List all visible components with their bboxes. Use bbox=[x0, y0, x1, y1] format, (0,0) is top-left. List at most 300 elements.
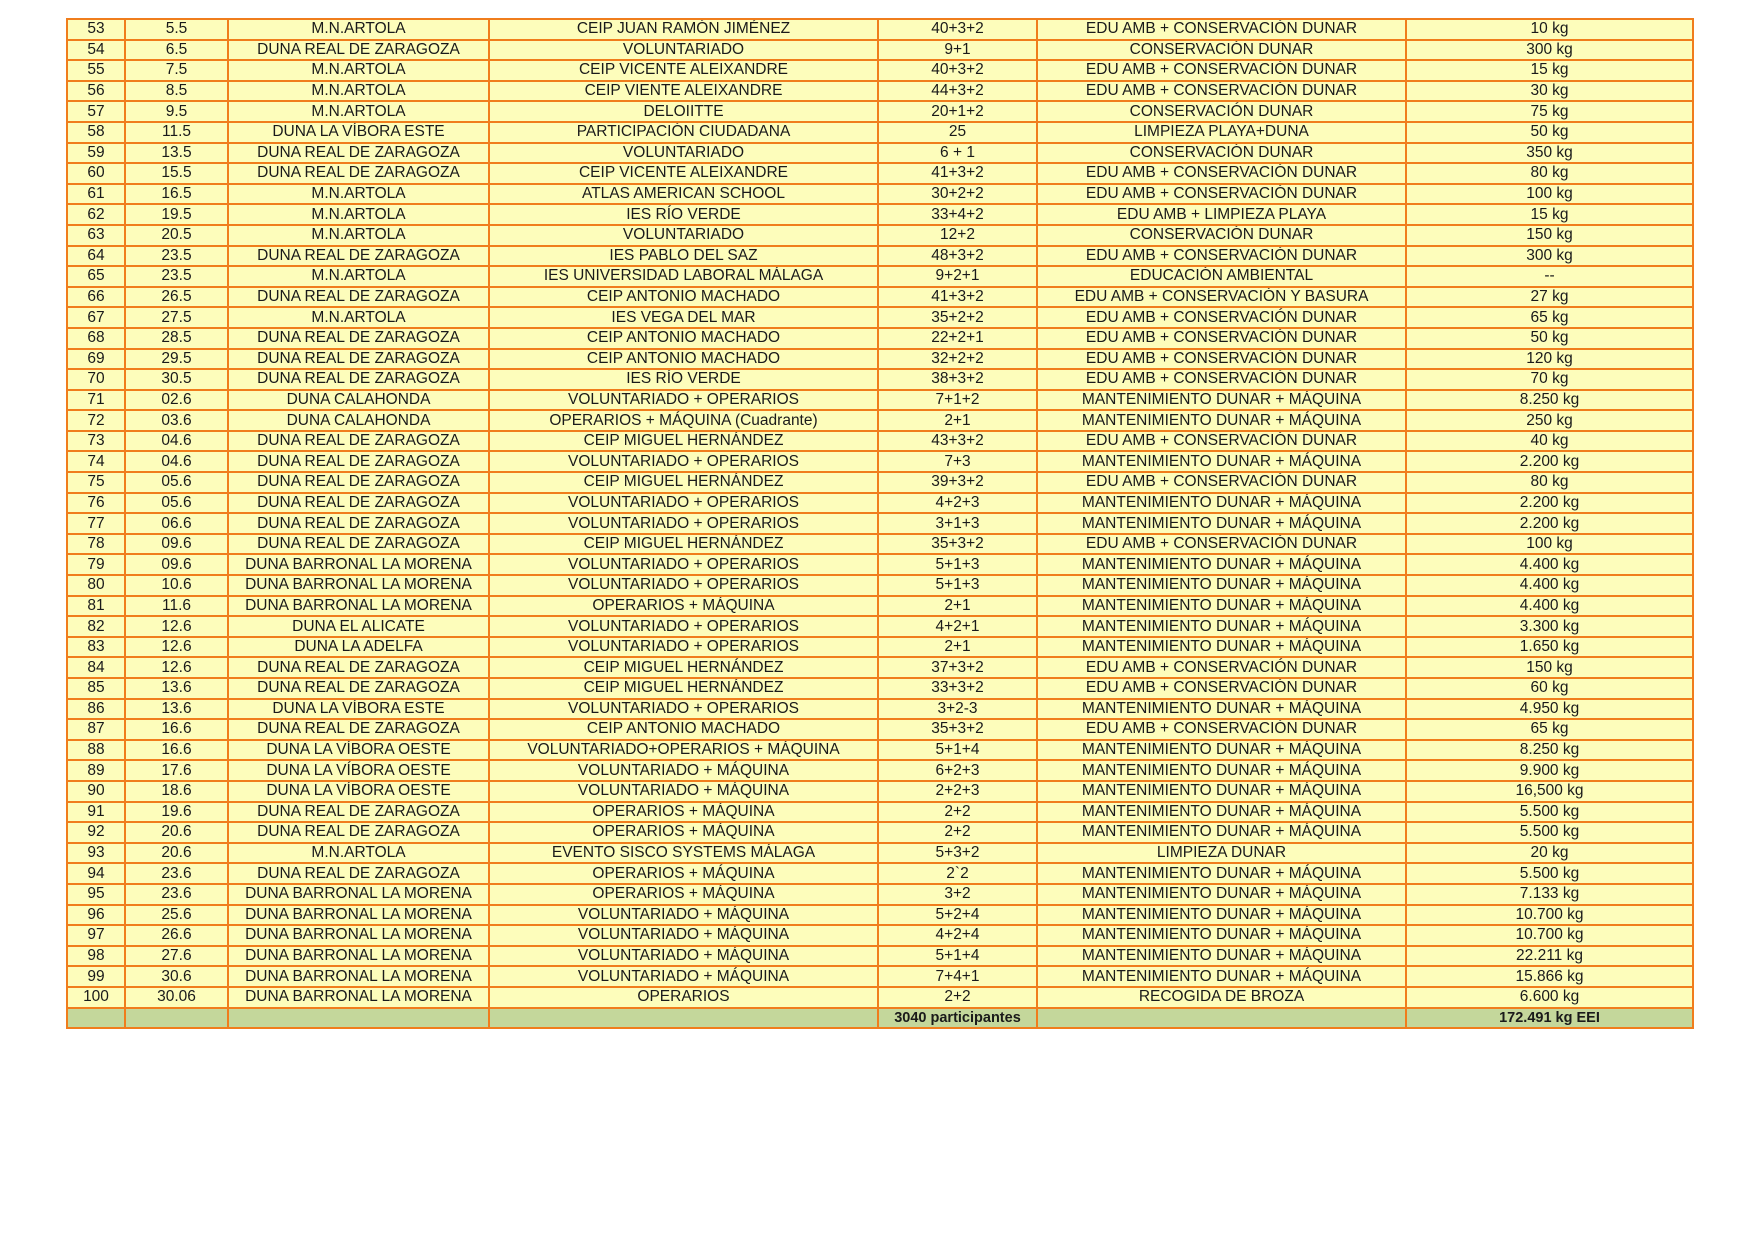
row-number-cell: 57 bbox=[67, 101, 125, 122]
date-cell: 16.5 bbox=[125, 184, 228, 205]
table-row bbox=[67, 184, 1693, 205]
row-number-cell: 54 bbox=[67, 40, 125, 61]
location-cell: DUNA EL ALICATE bbox=[228, 616, 489, 637]
table-row bbox=[67, 287, 1693, 308]
location-cell: DUNA REAL DE ZARAGOZA bbox=[228, 719, 489, 740]
participants-cell: 4+2+1 bbox=[878, 616, 1037, 637]
table-row bbox=[67, 946, 1693, 967]
table-row bbox=[67, 101, 1693, 122]
date-cell: 02.6 bbox=[125, 390, 228, 411]
date-cell: 04.6 bbox=[125, 431, 228, 452]
row-number-cell: 77 bbox=[67, 513, 125, 534]
row-number-cell: 83 bbox=[67, 637, 125, 658]
group-cell: OPERARIOS + MÁQUINA (Cuadrante) bbox=[489, 410, 878, 431]
group-cell: VOLUNTARIADO + OPERARIOS bbox=[489, 575, 878, 596]
weight-cell: 150 kg bbox=[1406, 657, 1693, 678]
activity-cell: MANTENIMIENTO DUNAR + MÁQUINA bbox=[1037, 781, 1406, 802]
row-number-cell: 64 bbox=[67, 246, 125, 267]
date-cell: 16.6 bbox=[125, 740, 228, 761]
table-row bbox=[67, 451, 1693, 472]
participants-cell: 32+2+2 bbox=[878, 349, 1037, 370]
weight-cell: 30 kg bbox=[1406, 81, 1693, 102]
activity-cell: CONSERVACIÓN DUNAR bbox=[1037, 143, 1406, 164]
location-cell: M.N.ARTOLA bbox=[228, 266, 489, 287]
location-cell: DUNA LA VÍBORA OESTE bbox=[228, 760, 489, 781]
row-number-cell: 68 bbox=[67, 328, 125, 349]
location-cell: DUNA BARRONAL LA MORENA bbox=[228, 596, 489, 617]
participants-cell: 2+2 bbox=[878, 987, 1037, 1008]
row-number-cell: 98 bbox=[67, 946, 125, 967]
date-cell: 09.6 bbox=[125, 554, 228, 575]
activity-cell: MANTENIMIENTO DUNAR + MÁQUINA bbox=[1037, 410, 1406, 431]
row-number-cell: 53 bbox=[67, 19, 125, 40]
activity-cell: LIMPIEZA PLAYA+DUNA bbox=[1037, 122, 1406, 143]
table-row bbox=[67, 657, 1693, 678]
table-row bbox=[67, 534, 1693, 555]
group-cell: CEIP MIGUEL HERNÁNDEZ bbox=[489, 431, 878, 452]
row-number-cell: 69 bbox=[67, 349, 125, 370]
row-number-cell: 55 bbox=[67, 60, 125, 81]
activity-cell: MANTENIMIENTO DUNAR + MÁQUINA bbox=[1037, 390, 1406, 411]
location-cell: DUNA REAL DE ZARAGOZA bbox=[228, 163, 489, 184]
group-cell: VOLUNTARIADO + MÁQUINA bbox=[489, 946, 878, 967]
date-cell: 11.5 bbox=[125, 122, 228, 143]
row-number-cell: 82 bbox=[67, 616, 125, 637]
row-number-cell: 86 bbox=[67, 699, 125, 720]
group-cell: VOLUNTARIADO + OPERARIOS bbox=[489, 637, 878, 658]
table-row bbox=[67, 493, 1693, 514]
activity-cell: EDU AMB + CONSERVACIÓN DUNAR bbox=[1037, 678, 1406, 699]
location-cell: DUNA REAL DE ZARAGOZA bbox=[228, 822, 489, 843]
location-cell: M.N.ARTOLA bbox=[228, 19, 489, 40]
table-row bbox=[67, 143, 1693, 164]
weight-cell: 20 kg bbox=[1406, 843, 1693, 864]
date-cell: 17.6 bbox=[125, 760, 228, 781]
participants-cell: 20+1+2 bbox=[878, 101, 1037, 122]
row-number-cell: 94 bbox=[67, 863, 125, 884]
activity-cell: EDU AMB + CONSERVACIÓN DUNAR bbox=[1037, 60, 1406, 81]
group-cell: CEIP MIGUEL HERNÁNDEZ bbox=[489, 657, 878, 678]
location-cell: M.N.ARTOLA bbox=[228, 81, 489, 102]
activity-cell: MANTENIMIENTO DUNAR + MÁQUINA bbox=[1037, 616, 1406, 637]
activity-cell: EDU AMB + CONSERVACIÓN DUNAR bbox=[1037, 246, 1406, 267]
activity-cell: EDU AMB + CONSERVACIÓN DUNAR bbox=[1037, 163, 1406, 184]
row-number-cell: 96 bbox=[67, 905, 125, 926]
weight-cell: 16,500 kg bbox=[1406, 781, 1693, 802]
activity-cell: CONSERVACIÓN DUNAR bbox=[1037, 40, 1406, 61]
group-cell: CEIP VIENTE ALEIXANDRE bbox=[489, 81, 878, 102]
weight-cell: 15 kg bbox=[1406, 60, 1693, 81]
activity-cell: EDU AMB + CONSERVACIÓN DUNAR bbox=[1037, 349, 1406, 370]
row-number-cell: 87 bbox=[67, 719, 125, 740]
date-cell: 30.5 bbox=[125, 369, 228, 390]
row-number-cell: 60 bbox=[67, 163, 125, 184]
table-row bbox=[67, 390, 1693, 411]
date-cell: 20.6 bbox=[125, 843, 228, 864]
table-row bbox=[67, 925, 1693, 946]
activity-cell: EDU AMB + CONSERVACIÓN DUNAR bbox=[1037, 184, 1406, 205]
activity-cell: MANTENIMIENTO DUNAR + MÁQUINA bbox=[1037, 925, 1406, 946]
participants-cell: 2+2+3 bbox=[878, 781, 1037, 802]
date-cell: 05.6 bbox=[125, 472, 228, 493]
activity-cell: EDU AMB + CONSERVACIÓN DUNAR bbox=[1037, 431, 1406, 452]
weight-cell: -- bbox=[1406, 266, 1693, 287]
date-cell: 5.5 bbox=[125, 19, 228, 40]
location-cell: DUNA REAL DE ZARAGOZA bbox=[228, 143, 489, 164]
participants-cell: 35+3+2 bbox=[878, 534, 1037, 555]
group-cell: VOLUNTARIADO + OPERARIOS bbox=[489, 493, 878, 514]
weight-cell: 8.250 kg bbox=[1406, 390, 1693, 411]
group-cell: CEIP VICENTE ALEIXANDRE bbox=[489, 163, 878, 184]
row-number-cell: 59 bbox=[67, 143, 125, 164]
totals-row bbox=[67, 1008, 1693, 1029]
totals-empty-cell bbox=[489, 1008, 878, 1029]
activity-cell: EDUCACIÓN AMBIENTAL bbox=[1037, 266, 1406, 287]
date-cell: 19.6 bbox=[125, 802, 228, 823]
weight-cell: 2.200 kg bbox=[1406, 451, 1693, 472]
location-cell: DUNA REAL DE ZARAGOZA bbox=[228, 513, 489, 534]
table-row bbox=[67, 410, 1693, 431]
date-cell: 09.6 bbox=[125, 534, 228, 555]
activity-cell: MANTENIMIENTO DUNAR + MÁQUINA bbox=[1037, 884, 1406, 905]
date-cell: 23.6 bbox=[125, 884, 228, 905]
group-cell: VOLUNTARIADO + OPERARIOS bbox=[489, 616, 878, 637]
table-row bbox=[67, 719, 1693, 740]
weight-cell: 120 kg bbox=[1406, 349, 1693, 370]
date-cell: 12.6 bbox=[125, 657, 228, 678]
activity-cell: EDU AMB + CONSERVACIÓN DUNAR bbox=[1037, 307, 1406, 328]
table-row bbox=[67, 307, 1693, 328]
group-cell: VOLUNTARIADO + OPERARIOS bbox=[489, 513, 878, 534]
location-cell: DUNA REAL DE ZARAGOZA bbox=[228, 802, 489, 823]
date-cell: 11.6 bbox=[125, 596, 228, 617]
location-cell: DUNA CALAHONDA bbox=[228, 390, 489, 411]
date-cell: 23.5 bbox=[125, 246, 228, 267]
participants-cell: 48+3+2 bbox=[878, 246, 1037, 267]
row-number-cell: 92 bbox=[67, 822, 125, 843]
activity-cell: RECOGIDA DE BROZA bbox=[1037, 987, 1406, 1008]
location-cell: DUNA REAL DE ZARAGOZA bbox=[228, 287, 489, 308]
group-cell: VOLUNTARIADO bbox=[489, 40, 878, 61]
weight-cell: 80 kg bbox=[1406, 472, 1693, 493]
table-row bbox=[67, 760, 1693, 781]
location-cell: DUNA BARRONAL LA MORENA bbox=[228, 987, 489, 1008]
group-cell: PARTICIPACIÓN CIUDADANA bbox=[489, 122, 878, 143]
location-cell: DUNA BARRONAL LA MORENA bbox=[228, 925, 489, 946]
date-cell: 23.5 bbox=[125, 266, 228, 287]
participants-cell: 5+1+3 bbox=[878, 575, 1037, 596]
table-row bbox=[67, 699, 1693, 720]
weight-cell: 2.200 kg bbox=[1406, 513, 1693, 534]
participants-cell: 9+1 bbox=[878, 40, 1037, 61]
group-cell: CEIP ANTONIO MACHADO bbox=[489, 287, 878, 308]
activity-cell: MANTENIMIENTO DUNAR + MÁQUINA bbox=[1037, 637, 1406, 658]
activity-cell: EDU AMB + CONSERVACIÓN DUNAR bbox=[1037, 719, 1406, 740]
location-cell: DUNA BARRONAL LA MORENA bbox=[228, 946, 489, 967]
weight-cell: 22.211 kg bbox=[1406, 946, 1693, 967]
weight-cell: 100 kg bbox=[1406, 184, 1693, 205]
row-number-cell: 62 bbox=[67, 204, 125, 225]
location-cell: DUNA REAL DE ZARAGOZA bbox=[228, 534, 489, 555]
location-cell: DUNA LA VÍBORA OESTE bbox=[228, 781, 489, 802]
participants-cell: 41+3+2 bbox=[878, 287, 1037, 308]
row-number-cell: 75 bbox=[67, 472, 125, 493]
weight-cell: 70 kg bbox=[1406, 369, 1693, 390]
participants-cell: 35+2+2 bbox=[878, 307, 1037, 328]
date-cell: 29.5 bbox=[125, 349, 228, 370]
activity-cell: CONSERVACIÓN DUNAR bbox=[1037, 225, 1406, 246]
table-row bbox=[67, 802, 1693, 823]
participants-cell: 7+3 bbox=[878, 451, 1037, 472]
activity-cell: MANTENIMIENTO DUNAR + MÁQUINA bbox=[1037, 493, 1406, 514]
table-row bbox=[67, 81, 1693, 102]
date-cell: 05.6 bbox=[125, 493, 228, 514]
row-number-cell: 88 bbox=[67, 740, 125, 761]
weight-cell: 65 kg bbox=[1406, 307, 1693, 328]
location-cell: DUNA LA VÍBORA OESTE bbox=[228, 740, 489, 761]
weight-cell: 80 kg bbox=[1406, 163, 1693, 184]
participants-cell: 43+3+2 bbox=[878, 431, 1037, 452]
row-number-cell: 76 bbox=[67, 493, 125, 514]
activity-cell: CONSERVACIÓN DUNAR bbox=[1037, 101, 1406, 122]
group-cell: CEIP MIGUEL HERNÁNDEZ bbox=[489, 678, 878, 699]
activity-cell: EDU AMB + CONSERVACIÓN DUNAR bbox=[1037, 472, 1406, 493]
row-number-cell: 79 bbox=[67, 554, 125, 575]
table-row bbox=[67, 349, 1693, 370]
location-cell: DUNA REAL DE ZARAGOZA bbox=[228, 493, 489, 514]
weight-cell: 27 kg bbox=[1406, 287, 1693, 308]
activity-cell: MANTENIMIENTO DUNAR + MÁQUINA bbox=[1037, 699, 1406, 720]
group-cell: VOLUNTARIADO + MÁQUINA bbox=[489, 925, 878, 946]
date-cell: 13.6 bbox=[125, 699, 228, 720]
weight-cell: 50 kg bbox=[1406, 122, 1693, 143]
participants-cell: 2+2 bbox=[878, 802, 1037, 823]
participants-cell: 5+1+4 bbox=[878, 946, 1037, 967]
activity-cell: EDU AMB + LIMPIEZA PLAYA bbox=[1037, 204, 1406, 225]
table-row bbox=[67, 575, 1693, 596]
date-cell: 12.6 bbox=[125, 637, 228, 658]
participants-cell: 5+3+2 bbox=[878, 843, 1037, 864]
location-cell: M.N.ARTOLA bbox=[228, 843, 489, 864]
participants-cell: 37+3+2 bbox=[878, 657, 1037, 678]
table-row bbox=[67, 884, 1693, 905]
weight-cell: 5.500 kg bbox=[1406, 863, 1693, 884]
participants-cell: 7+4+1 bbox=[878, 966, 1037, 987]
location-cell: DUNA CALAHONDA bbox=[228, 410, 489, 431]
participants-cell: 12+2 bbox=[878, 225, 1037, 246]
participants-cell: 9+2+1 bbox=[878, 266, 1037, 287]
location-cell: DUNA LA VÍBORA ESTE bbox=[228, 122, 489, 143]
activity-cell: EDU AMB + CONSERVACIÓN Y BASURA bbox=[1037, 287, 1406, 308]
activity-cell: MANTENIMIENTO DUNAR + MÁQUINA bbox=[1037, 760, 1406, 781]
totals-empty-cell bbox=[125, 1008, 228, 1029]
table-body bbox=[67, 19, 1693, 1008]
group-cell: IES UNIVERSIDAD LABORAL MÁLAGA bbox=[489, 266, 878, 287]
activity-cell: MANTENIMIENTO DUNAR + MÁQUINA bbox=[1037, 740, 1406, 761]
group-cell: VOLUNTARIADO + MÁQUINA bbox=[489, 966, 878, 987]
table-row bbox=[67, 225, 1693, 246]
weight-cell: 7.133 kg bbox=[1406, 884, 1693, 905]
date-cell: 10.6 bbox=[125, 575, 228, 596]
location-cell: M.N.ARTOLA bbox=[228, 101, 489, 122]
weight-cell: 250 kg bbox=[1406, 410, 1693, 431]
activity-cell: EDU AMB + CONSERVACIÓN DUNAR bbox=[1037, 534, 1406, 555]
date-cell: 9.5 bbox=[125, 101, 228, 122]
date-cell: 26.6 bbox=[125, 925, 228, 946]
group-cell: VOLUNTARIADO bbox=[489, 225, 878, 246]
group-cell: CEIP ANTONIO MACHADO bbox=[489, 719, 878, 740]
group-cell: OPERARIOS bbox=[489, 987, 878, 1008]
weight-cell: 5.500 kg bbox=[1406, 802, 1693, 823]
table-row bbox=[67, 122, 1693, 143]
location-cell: M.N.ARTOLA bbox=[228, 204, 489, 225]
participants-cell: 40+3+2 bbox=[878, 60, 1037, 81]
participants-cell: 40+3+2 bbox=[878, 19, 1037, 40]
participants-cell: 5+1+4 bbox=[878, 740, 1037, 761]
weight-cell: 100 kg bbox=[1406, 534, 1693, 555]
location-cell: M.N.ARTOLA bbox=[228, 60, 489, 81]
table-row bbox=[67, 369, 1693, 390]
row-number-cell: 93 bbox=[67, 843, 125, 864]
group-cell: CEIP MIGUEL HERNÁNDEZ bbox=[489, 472, 878, 493]
group-cell: CEIP ANTONIO MACHADO bbox=[489, 349, 878, 370]
table-row bbox=[67, 513, 1693, 534]
row-number-cell: 89 bbox=[67, 760, 125, 781]
activity-cell: MANTENIMIENTO DUNAR + MÁQUINA bbox=[1037, 966, 1406, 987]
activity-cell: EDU AMB + CONSERVACIÓN DUNAR bbox=[1037, 81, 1406, 102]
group-cell: OPERARIOS + MÁQUINA bbox=[489, 596, 878, 617]
date-cell: 20.6 bbox=[125, 822, 228, 843]
table-row bbox=[67, 905, 1693, 926]
activity-cell: MANTENIMIENTO DUNAR + MÁQUINA bbox=[1037, 451, 1406, 472]
group-cell: CEIP JUAN RAMÓN JIMÉNEZ bbox=[489, 19, 878, 40]
table-row bbox=[67, 987, 1693, 1008]
participants-cell: 41+3+2 bbox=[878, 163, 1037, 184]
activity-cell: LIMPIEZA DUNAR bbox=[1037, 843, 1406, 864]
weight-cell: 60 kg bbox=[1406, 678, 1693, 699]
row-number-cell: 85 bbox=[67, 678, 125, 699]
row-number-cell: 66 bbox=[67, 287, 125, 308]
location-cell: DUNA REAL DE ZARAGOZA bbox=[228, 472, 489, 493]
weight-cell: 50 kg bbox=[1406, 328, 1693, 349]
participants-cell: 7+1+2 bbox=[878, 390, 1037, 411]
date-cell: 6.5 bbox=[125, 40, 228, 61]
participants-cell: 2+1 bbox=[878, 410, 1037, 431]
total-participants: 3040 participantes bbox=[878, 1008, 1037, 1029]
participants-cell: 4+2+3 bbox=[878, 493, 1037, 514]
date-cell: 03.6 bbox=[125, 410, 228, 431]
date-cell: 27.6 bbox=[125, 946, 228, 967]
participants-cell: 2`2 bbox=[878, 863, 1037, 884]
activity-cell: MANTENIMIENTO DUNAR + MÁQUINA bbox=[1037, 863, 1406, 884]
date-cell: 23.6 bbox=[125, 863, 228, 884]
row-number-cell: 56 bbox=[67, 81, 125, 102]
group-cell: VOLUNTARIADO + OPERARIOS bbox=[489, 390, 878, 411]
location-cell: DUNA REAL DE ZARAGOZA bbox=[228, 349, 489, 370]
date-cell: 30.6 bbox=[125, 966, 228, 987]
table-row bbox=[67, 554, 1693, 575]
totals-empty-cell bbox=[228, 1008, 489, 1029]
table-row bbox=[67, 637, 1693, 658]
activity-cell: MANTENIMIENTO DUNAR + MÁQUINA bbox=[1037, 905, 1406, 926]
row-number-cell: 80 bbox=[67, 575, 125, 596]
activities-table bbox=[66, 18, 1694, 1029]
group-cell: VOLUNTARIADO + OPERARIOS bbox=[489, 699, 878, 720]
date-cell: 7.5 bbox=[125, 60, 228, 81]
location-cell: DUNA REAL DE ZARAGOZA bbox=[228, 431, 489, 452]
location-cell: DUNA BARRONAL LA MORENA bbox=[228, 884, 489, 905]
date-cell: 27.5 bbox=[125, 307, 228, 328]
weight-cell: 15.866 kg bbox=[1406, 966, 1693, 987]
weight-cell: 4.400 kg bbox=[1406, 596, 1693, 617]
location-cell: DUNA LA VÍBORA ESTE bbox=[228, 699, 489, 720]
group-cell: VOLUNTARIADO + MÁQUINA bbox=[489, 905, 878, 926]
participants-cell: 3+2 bbox=[878, 884, 1037, 905]
group-cell: IES PABLO DEL SAZ bbox=[489, 246, 878, 267]
table-row bbox=[67, 740, 1693, 761]
group-cell: OPERARIOS + MÁQUINA bbox=[489, 863, 878, 884]
weight-cell: 75 kg bbox=[1406, 101, 1693, 122]
total-weight: 172.491 kg EEI bbox=[1406, 1008, 1693, 1029]
row-number-cell: 95 bbox=[67, 884, 125, 905]
weight-cell: 6.600 kg bbox=[1406, 987, 1693, 1008]
activity-cell: MANTENIMIENTO DUNAR + MÁQUINA bbox=[1037, 554, 1406, 575]
group-cell: DELOIITTE bbox=[489, 101, 878, 122]
table-row bbox=[67, 60, 1693, 81]
group-cell: CEIP ANTONIO MACHADO bbox=[489, 328, 878, 349]
weight-cell: 8.250 kg bbox=[1406, 740, 1693, 761]
location-cell: DUNA REAL DE ZARAGOZA bbox=[228, 40, 489, 61]
weight-cell: 4.950 kg bbox=[1406, 699, 1693, 720]
date-cell: 20.5 bbox=[125, 225, 228, 246]
activity-cell: MANTENIMIENTO DUNAR + MÁQUINA bbox=[1037, 802, 1406, 823]
participants-cell: 22+2+1 bbox=[878, 328, 1037, 349]
group-cell: CEIP VICENTE ALEIXANDRE bbox=[489, 60, 878, 81]
group-cell: IES VEGA DEL MAR bbox=[489, 307, 878, 328]
row-number-cell: 99 bbox=[67, 966, 125, 987]
date-cell: 15.5 bbox=[125, 163, 228, 184]
location-cell: M.N.ARTOLA bbox=[228, 307, 489, 328]
participants-cell: 5+2+4 bbox=[878, 905, 1037, 926]
weight-cell: 5.500 kg bbox=[1406, 822, 1693, 843]
row-number-cell: 100 bbox=[67, 987, 125, 1008]
activity-cell: EDU AMB + CONSERVACIÓN DUNAR bbox=[1037, 328, 1406, 349]
group-cell: OPERARIOS + MÁQUINA bbox=[489, 884, 878, 905]
row-number-cell: 90 bbox=[67, 781, 125, 802]
group-cell: VOLUNTARIADO + OPERARIOS bbox=[489, 451, 878, 472]
group-cell: OPERARIOS + MÁQUINA bbox=[489, 822, 878, 843]
table-row bbox=[67, 163, 1693, 184]
row-number-cell: 72 bbox=[67, 410, 125, 431]
row-number-cell: 81 bbox=[67, 596, 125, 617]
row-number-cell: 97 bbox=[67, 925, 125, 946]
row-number-cell: 84 bbox=[67, 657, 125, 678]
date-cell: 06.6 bbox=[125, 513, 228, 534]
group-cell: VOLUNTARIADO + MÁQUINA bbox=[489, 760, 878, 781]
row-number-cell: 70 bbox=[67, 369, 125, 390]
location-cell: DUNA BARRONAL LA MORENA bbox=[228, 575, 489, 596]
group-cell: IES RÍO VERDE bbox=[489, 204, 878, 225]
date-cell: 13.6 bbox=[125, 678, 228, 699]
location-cell: DUNA REAL DE ZARAGOZA bbox=[228, 328, 489, 349]
weight-cell: 10.700 kg bbox=[1406, 905, 1693, 926]
location-cell: DUNA BARRONAL LA MORENA bbox=[228, 966, 489, 987]
location-cell: DUNA BARRONAL LA MORENA bbox=[228, 554, 489, 575]
table-row bbox=[67, 863, 1693, 884]
participants-cell: 5+1+3 bbox=[878, 554, 1037, 575]
activity-cell: MANTENIMIENTO DUNAR + MÁQUINA bbox=[1037, 513, 1406, 534]
location-cell: DUNA REAL DE ZARAGOZA bbox=[228, 863, 489, 884]
